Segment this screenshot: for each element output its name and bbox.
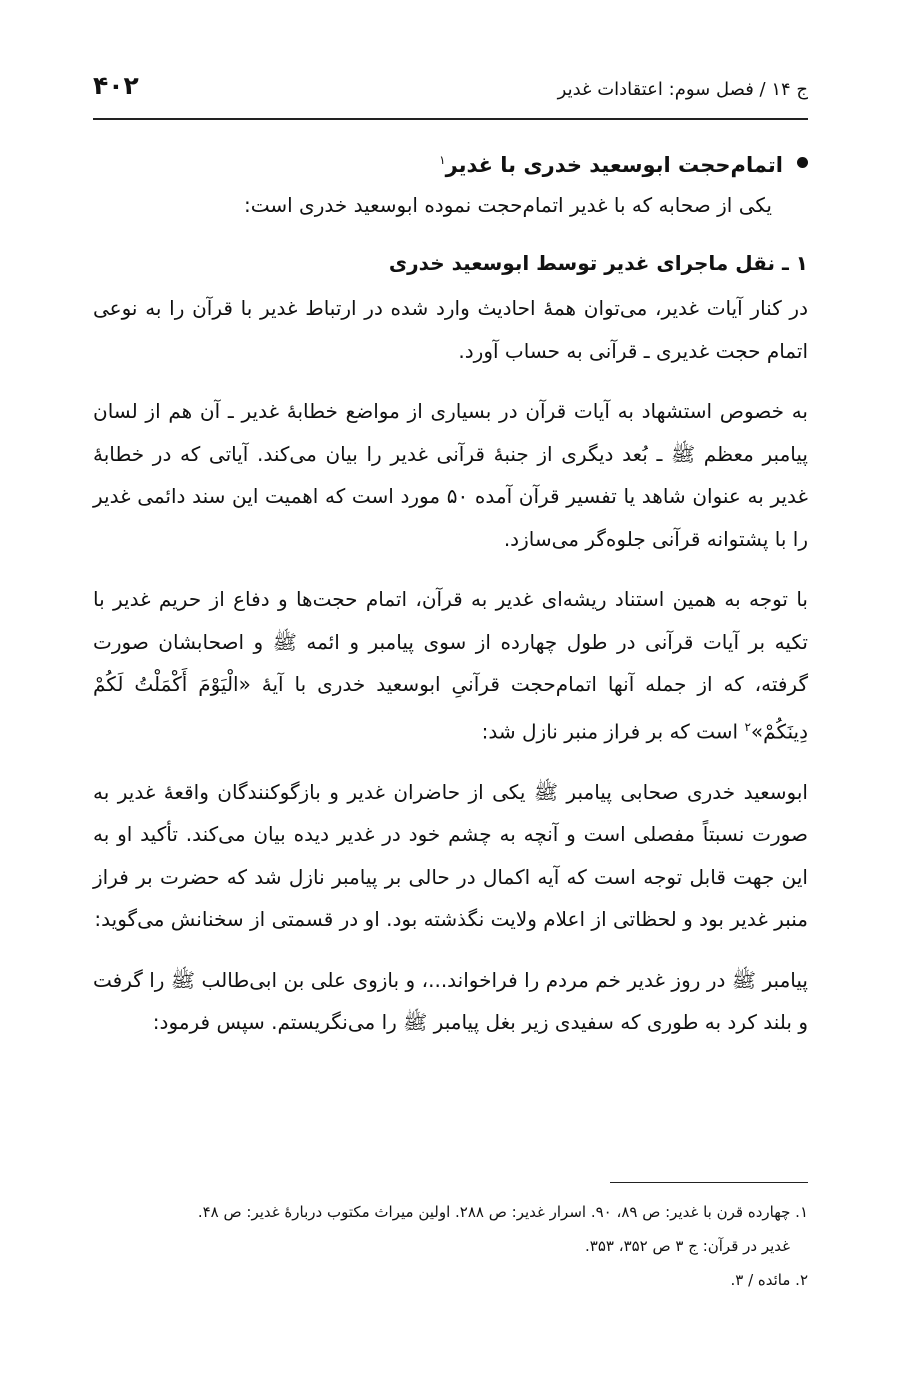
page-number: ۴۰۲ (93, 71, 139, 100)
subsection-title: ۱ ـ نقل ماجرای غدیر توسط ابوسعید خدری (388, 251, 808, 275)
footnote-ref-1[interactable]: ۱ (439, 153, 446, 167)
section-heading (93, 140, 808, 185)
section-title: اتمام‌حجت ابوسعید خدری با غدیر (445, 153, 783, 177)
page-content (93, 140, 808, 1044)
running-head: ج ۱۴ / فصل سوم: اعتقادات غدیر (557, 79, 808, 100)
paragraph-4: ابوسعید خدری صحابی پیامبر ﷺ یکی از حاضران غدیر و بازگوکنندگان واقعهٔ غدیر به صورت نسبتاً مفصلی است و آنچه به چشم خود در غدیر دیده بیان می‌کند. تأکید او به این جهت قابل توجه است که آیه اکمال در حالی بر پیامبر نازل شد که حضرت بر فراز منبر غدیر بود و لحظاتی از اعلام ولایت نگذشته بود. او در قسمتی از سخنانش می‌گوید: (93, 779, 808, 932)
footnote-divider (610, 1182, 808, 1183)
paragraph-3-text: با توجه به همین استناد ریشه‌ای غدیر به قرآن، اتمام حجت‌ها و دفاع از حریم غدیر با تکیه بر آیات قرآنی در طول چهارده از سوی پیامبر و ائمه ﷺ و اصحابشان صورت گرفته، که از جمله آنها اتمام‌حجت قرآنیِ ابوسعید خدری با آیهٔ «الْيَوْمَ أَكْمَلْتُ لَكُمْ دِينَكُمْ» (93, 587, 808, 744)
footnote-ref-2[interactable]: ۲ (744, 719, 751, 734)
footnote-2: ۲. مائده / ۳. (730, 1271, 808, 1289)
footnote-1: ۱. چهارده قرن با غدیر: ص ۸۹، ۹۰. اسرار غدیر: ص ۲۸۸. اولین میراث مکتوب دربارهٔ غدیر: ص ۴۸. (197, 1203, 808, 1221)
page-header (93, 68, 808, 120)
bullet-icon (797, 157, 808, 168)
footnote-1-cont: غدیر در قرآن: ج ۳ ص ۳۵۲، ۳۵۳. (585, 1237, 790, 1255)
section-intro: یکی از صحابه که با غدیر اتمام‌حجت نموده ابوسعید خدری است: (244, 193, 772, 217)
paragraph-2: به خصوص استشهاد به آیات قرآن در بسیاری از مواضع خطابهٔ غدیر ـ آن هم از لسان پیامبر معظم ﷺ ـ بُعد دیگری از جنبهٔ قرآنی غدیر را بیان می‌کند. آیاتی که در خطابهٔ غدیر به عنوان شاهد یا تفسیر قرآن آمده ۵۰ مورد است که اهمیت این سند دائمی غدیر را با پشتوانه قرآنی جلوه‌گر می‌سازد. (93, 399, 808, 551)
paragraph-3 (93, 578, 808, 753)
footnotes (93, 1195, 808, 1297)
paragraph-3-tail: است که بر فراز منبر نازل شد: (481, 719, 745, 744)
paragraph-1: در کنار آیات غدیر، می‌توان همهٔ احادیث وارد شده در ارتباط غدیر با قرآن را به نوعی اتمام حجت غدیری ـ قرآنی به حساب آورد. (93, 296, 808, 363)
paragraph-5: پیامبر ﷺ در روز غدیر خم مردم را فراخواند...، و بازوی علی بن ابی‌طالب ﷺ را گرفت و بلند کرد به طوری که سفیدی زیر بغل پیامبر ﷺ را می‌نگریستم. سپس فرمود: (93, 967, 808, 1035)
